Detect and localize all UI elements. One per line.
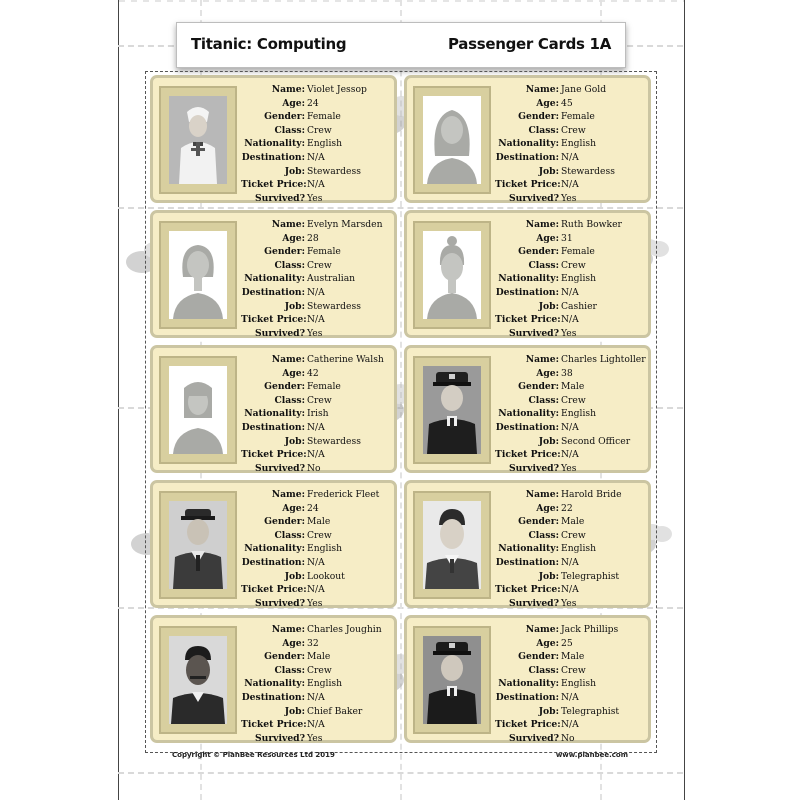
silhouette-female-fringe-icon xyxy=(169,366,227,454)
field-label: Name: xyxy=(271,624,305,635)
field-label: Gender: xyxy=(264,516,305,528)
field-label: Job: xyxy=(538,165,559,177)
passenger-details xyxy=(495,353,650,475)
passenger-nationality: English xyxy=(307,138,343,150)
passenger-card[interactable] xyxy=(404,615,651,743)
passenger-photo xyxy=(169,96,227,184)
field-label: Nationality: xyxy=(498,273,559,285)
passenger-class: Crew xyxy=(561,259,586,271)
passenger-gender: Male xyxy=(307,516,331,528)
passenger-photo xyxy=(423,501,481,589)
passenger-name: Charles Lightoller xyxy=(561,354,646,365)
field-label: Name: xyxy=(271,354,305,365)
passenger-survived: Yes xyxy=(307,192,323,204)
photo-frame xyxy=(159,626,237,734)
passenger-class: Crew xyxy=(307,394,332,406)
silhouette-female-bob-icon xyxy=(169,231,227,319)
passenger-gender: Female xyxy=(561,111,595,123)
field-label: Age: xyxy=(536,637,559,649)
website-link[interactable]: www.planbee.com xyxy=(555,751,628,759)
field-label: Gender: xyxy=(264,111,305,123)
field-label: Job: xyxy=(538,570,559,582)
passenger-survived: Yes xyxy=(561,327,577,339)
passenger-age: 28 xyxy=(307,232,319,244)
passenger-ticket-price: N/A xyxy=(307,179,325,191)
field-label: Gender: xyxy=(264,651,305,663)
passenger-age: 31 xyxy=(561,232,573,244)
passenger-job: Second Officer xyxy=(561,435,631,447)
field-label: Nationality: xyxy=(498,408,559,420)
field-label: Survived? xyxy=(255,192,305,204)
passenger-nationality: English xyxy=(307,678,343,690)
field-label: Destination: xyxy=(495,286,559,298)
passenger-details xyxy=(241,623,396,745)
passenger-details xyxy=(495,488,650,610)
passenger-nationality: Irish xyxy=(307,408,329,420)
passenger-nationality: English xyxy=(561,273,597,285)
passenger-destination: N/A xyxy=(307,151,325,163)
field-label: Ticket Price: xyxy=(241,449,307,461)
passenger-photo xyxy=(169,231,227,319)
passenger-job: Telegraphist xyxy=(561,705,620,717)
field-label: Nationality: xyxy=(498,678,559,690)
photo-frame xyxy=(413,86,491,194)
passenger-ticket-price: N/A xyxy=(307,314,325,326)
field-label: Gender: xyxy=(264,381,305,393)
passenger-destination: N/A xyxy=(307,691,325,703)
field-label: Class: xyxy=(274,664,305,676)
passenger-age: 38 xyxy=(561,367,573,379)
passenger-job: Telegraphist xyxy=(561,570,620,582)
passenger-ticket-price: N/A xyxy=(307,719,325,731)
passenger-class: Crew xyxy=(307,259,332,271)
passenger-card[interactable] xyxy=(404,75,651,203)
passenger-gender: Male xyxy=(561,381,585,393)
passenger-class: Crew xyxy=(307,664,332,676)
photo-frame xyxy=(159,356,237,464)
photo-frame xyxy=(159,221,237,329)
passenger-survived: Yes xyxy=(307,732,323,744)
passenger-details xyxy=(241,488,396,610)
field-label: Name: xyxy=(271,219,305,230)
passenger-name: Ruth Bowker xyxy=(561,219,622,230)
field-label: Ticket Price: xyxy=(495,719,561,731)
passenger-age: 24 xyxy=(307,97,319,109)
worksheet-subtitle: Passenger Cards 1A xyxy=(447,35,611,53)
field-label: Name: xyxy=(271,84,305,95)
field-label: Survived? xyxy=(255,327,305,339)
field-label: Job: xyxy=(538,705,559,717)
passenger-job: Chief Baker xyxy=(307,705,363,717)
field-label: Job: xyxy=(538,435,559,447)
passenger-name: Charles Joughin xyxy=(307,624,382,635)
passenger-name: Catherine Walsh xyxy=(307,354,384,365)
passenger-details xyxy=(241,83,396,205)
passenger-destination: N/A xyxy=(561,286,579,298)
field-label: Gender: xyxy=(264,246,305,258)
passenger-survived: Yes xyxy=(561,462,577,474)
passenger-survived: No xyxy=(307,462,321,474)
passenger-photo xyxy=(169,366,227,454)
field-label: Survived? xyxy=(509,462,559,474)
field-label: Job: xyxy=(284,300,305,312)
field-label: Age: xyxy=(282,502,305,514)
passenger-details xyxy=(495,218,650,340)
field-label: Destination: xyxy=(241,421,305,433)
field-label: Name: xyxy=(525,84,559,95)
passenger-age: 45 xyxy=(561,97,573,109)
field-label: Job: xyxy=(284,435,305,447)
passenger-nationality: English xyxy=(307,543,343,555)
passenger-ticket-price: N/A xyxy=(561,314,579,326)
field-label: Nationality: xyxy=(498,543,559,555)
passenger-class: Crew xyxy=(561,394,586,406)
passenger-ticket-price: N/A xyxy=(561,584,579,596)
field-label: Ticket Price: xyxy=(495,179,561,191)
field-label: Survived? xyxy=(509,327,559,339)
passenger-gender: Male xyxy=(307,651,331,663)
passenger-destination: N/A xyxy=(561,556,579,568)
passenger-job: Stewardess xyxy=(561,165,615,177)
field-label: Survived? xyxy=(255,597,305,609)
passenger-class: Crew xyxy=(307,529,332,541)
passenger-ticket-price: N/A xyxy=(561,179,579,191)
passenger-name: Violet Jessop xyxy=(307,84,367,95)
field-label: Survived? xyxy=(509,597,559,609)
passenger-destination: N/A xyxy=(561,691,579,703)
passenger-job: Stewardess xyxy=(307,165,361,177)
field-label: Class: xyxy=(528,124,559,136)
field-label: Age: xyxy=(282,367,305,379)
passenger-survived: Yes xyxy=(307,597,323,609)
passenger-age: 42 xyxy=(307,367,319,379)
passenger-class: Crew xyxy=(561,124,586,136)
silhouette-female-bun-icon xyxy=(423,231,481,319)
passenger-nationality: English xyxy=(561,678,597,690)
field-label: Age: xyxy=(536,97,559,109)
passenger-name: Jack Phillips xyxy=(561,624,619,635)
passenger-job: Lookout xyxy=(307,570,345,582)
field-label: Name: xyxy=(525,489,559,500)
field-label: Destination: xyxy=(495,151,559,163)
field-label: Name: xyxy=(271,489,305,500)
passenger-card[interactable] xyxy=(150,345,397,473)
passenger-card[interactable] xyxy=(150,480,397,608)
passenger-details xyxy=(241,218,396,340)
passenger-age: 24 xyxy=(307,502,319,514)
passenger-name: Jane Gold xyxy=(561,84,607,95)
field-label: Job: xyxy=(284,165,305,177)
photo-frame xyxy=(159,86,237,194)
passenger-name: Frederick Fleet xyxy=(307,489,380,500)
field-label: Class: xyxy=(274,529,305,541)
passenger-destination: N/A xyxy=(307,286,325,298)
field-label: Destination: xyxy=(241,691,305,703)
passenger-destination: N/A xyxy=(307,421,325,433)
field-label: Name: xyxy=(525,354,559,365)
field-label: Destination: xyxy=(241,151,305,163)
passenger-gender: Female xyxy=(307,381,341,393)
passenger-card[interactable] xyxy=(150,615,397,743)
passenger-nationality: Australian xyxy=(307,273,356,285)
passenger-photo xyxy=(423,231,481,319)
field-label: Job: xyxy=(284,705,305,717)
passenger-class: Crew xyxy=(561,664,586,676)
passenger-survived: Yes xyxy=(561,597,577,609)
passenger-photo xyxy=(423,96,481,184)
field-label: Ticket Price: xyxy=(495,584,561,596)
field-label: Name: xyxy=(525,624,559,635)
passenger-details xyxy=(495,83,650,205)
passenger-gender: Male xyxy=(561,516,585,528)
passenger-card-grid xyxy=(145,71,657,753)
field-label: Age: xyxy=(282,637,305,649)
passenger-ticket-price: N/A xyxy=(307,584,325,596)
field-label: Ticket Price: xyxy=(241,719,307,731)
worksheet-title: Titanic: Computing xyxy=(191,35,347,53)
passenger-gender: Male xyxy=(561,651,585,663)
passenger-ticket-price: N/A xyxy=(307,449,325,461)
field-label: Destination: xyxy=(241,286,305,298)
passenger-job: Stewardess xyxy=(307,435,361,447)
field-label: Age: xyxy=(536,502,559,514)
passenger-age: 25 xyxy=(561,637,573,649)
field-label: Destination: xyxy=(495,556,559,568)
field-label: Ticket Price: xyxy=(241,179,307,191)
photo-frame xyxy=(413,491,491,599)
field-label: Survived? xyxy=(255,462,305,474)
field-label: Ticket Price: xyxy=(495,314,561,326)
field-label: Class: xyxy=(274,259,305,271)
passenger-class: Crew xyxy=(561,529,586,541)
field-label: Gender: xyxy=(518,246,559,258)
passenger-survived: No xyxy=(561,732,575,744)
field-label: Class: xyxy=(274,124,305,136)
passenger-card[interactable] xyxy=(150,210,397,338)
passenger-photo xyxy=(169,636,227,724)
passenger-job: Stewardess xyxy=(307,300,361,312)
photo-frame xyxy=(413,626,491,734)
passenger-destination: N/A xyxy=(307,556,325,568)
silhouette-female-long-hair-icon xyxy=(423,96,481,184)
field-label: Survived? xyxy=(509,192,559,204)
field-label: Ticket Price: xyxy=(241,314,307,326)
passenger-gender: Female xyxy=(561,246,595,258)
passenger-nationality: English xyxy=(561,543,597,555)
passenger-ticket-price: N/A xyxy=(561,449,579,461)
passenger-ticket-price: N/A xyxy=(561,719,579,731)
passenger-card[interactable] xyxy=(404,210,651,338)
passenger-job: Cashier xyxy=(561,300,597,312)
passenger-card[interactable] xyxy=(404,345,651,473)
field-label: Class: xyxy=(528,259,559,271)
field-label: Survived? xyxy=(509,732,559,744)
passenger-photo xyxy=(423,636,481,724)
photo-frame xyxy=(159,491,237,599)
field-label: Job: xyxy=(284,570,305,582)
field-label: Name: xyxy=(525,219,559,230)
field-label: Class: xyxy=(528,394,559,406)
field-label: Gender: xyxy=(518,381,559,393)
photo-frame xyxy=(413,221,491,329)
passenger-nationality: English xyxy=(561,408,597,420)
field-label: Class: xyxy=(528,529,559,541)
passenger-class: Crew xyxy=(307,124,332,136)
copyright-text: Copyright © PlanBee Resources Ltd 2019 xyxy=(172,751,335,759)
field-label: Age: xyxy=(282,97,305,109)
passenger-photo xyxy=(169,501,227,589)
passenger-age: 32 xyxy=(307,637,319,649)
field-label: Class: xyxy=(274,394,305,406)
passenger-destination: N/A xyxy=(561,151,579,163)
passenger-details xyxy=(241,353,396,475)
field-label: Gender: xyxy=(518,111,559,123)
field-label: Nationality: xyxy=(244,678,305,690)
passenger-photo xyxy=(423,366,481,454)
field-label: Class: xyxy=(528,664,559,676)
field-label: Ticket Price: xyxy=(241,584,307,596)
worksheet-header xyxy=(176,22,626,68)
passenger-survived: Yes xyxy=(561,192,577,204)
field-label: Job: xyxy=(538,300,559,312)
passenger-gender: Female xyxy=(307,246,341,258)
field-label: Nationality: xyxy=(244,138,305,150)
field-label: Destination: xyxy=(241,556,305,568)
field-label: Nationality: xyxy=(498,138,559,150)
passenger-name: Harold Bride xyxy=(561,489,622,500)
passenger-survived: Yes xyxy=(307,327,323,339)
passenger-name: Evelyn Marsden xyxy=(307,219,383,230)
passenger-age: 22 xyxy=(561,502,573,514)
passenger-destination: N/A xyxy=(561,421,579,433)
photo-frame xyxy=(413,356,491,464)
field-label: Age: xyxy=(536,232,559,244)
field-label: Gender: xyxy=(518,651,559,663)
field-label: Nationality: xyxy=(244,408,305,420)
field-label: Nationality: xyxy=(244,273,305,285)
field-label: Age: xyxy=(536,367,559,379)
field-label: Survived? xyxy=(255,732,305,744)
field-label: Gender: xyxy=(518,516,559,528)
passenger-card[interactable] xyxy=(404,480,651,608)
field-label: Age: xyxy=(282,232,305,244)
field-label: Destination: xyxy=(495,421,559,433)
passenger-gender: Female xyxy=(307,111,341,123)
passenger-card[interactable] xyxy=(150,75,397,203)
field-label: Ticket Price: xyxy=(495,449,561,461)
passenger-details xyxy=(495,623,650,745)
field-label: Nationality: xyxy=(244,543,305,555)
passenger-nationality: English xyxy=(561,138,597,150)
field-label: Destination: xyxy=(495,691,559,703)
